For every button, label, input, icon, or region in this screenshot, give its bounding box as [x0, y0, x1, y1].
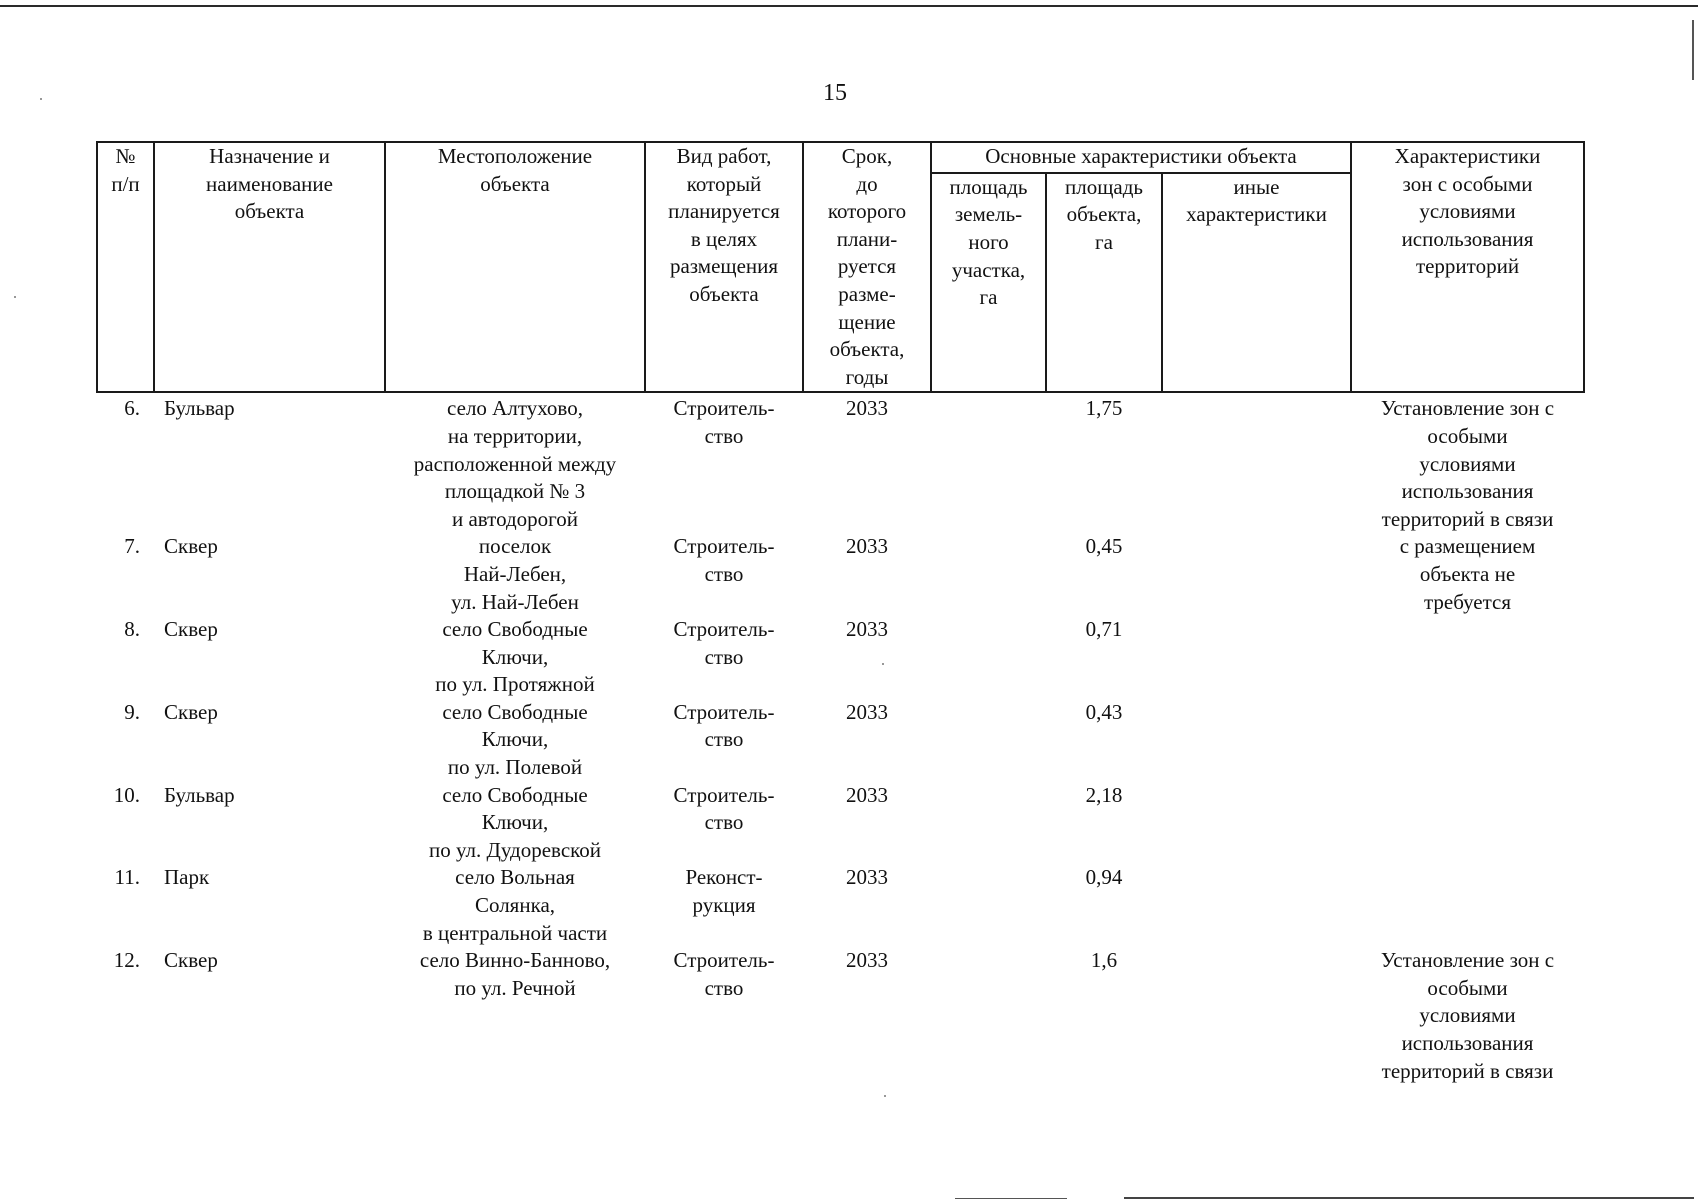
object-area: 1,75	[1085, 396, 1123, 421]
table-header	[97, 142, 1584, 392]
object-location: село Свободные Ключи, по ул. Полевой	[442, 699, 588, 780]
work-type: Строитель- ство	[673, 617, 775, 669]
table-row	[97, 392, 1584, 533]
object-location: село Винно-Банново, по ул. Речной	[419, 948, 611, 1000]
work-type: Строитель- ство	[673, 396, 775, 448]
object-name: Сквер	[164, 534, 218, 559]
scan-speck	[14, 296, 16, 298]
object-location: село Свободные Ключи, по ул. Протяжной	[435, 617, 595, 697]
object-location: село Вольная Солянка, в центральной части	[422, 865, 608, 945]
header-other-characteristics: иные характеристики	[1162, 173, 1351, 393]
work-type: Строитель- ство	[673, 534, 775, 586]
object-name: Сквер	[164, 617, 218, 642]
table-row	[97, 947, 1584, 1085]
header-object-area: площадь объекта, га	[1046, 173, 1162, 393]
object-name: Парк	[164, 865, 210, 890]
scan-edge-right	[1692, 20, 1694, 80]
land-area	[931, 533, 1046, 616]
deadline-year: 2033	[846, 396, 888, 421]
header-main-characteristics: Основные характеристики объекта	[931, 142, 1351, 173]
scan-edge-bottom	[955, 1198, 1067, 1199]
object-name: Бульвар	[164, 396, 235, 421]
other-characteristics	[1162, 699, 1351, 782]
row-number: 7.	[124, 534, 140, 559]
header-work-type: Вид работ, который планируется в целях размещения объекта	[645, 142, 803, 392]
other-characteristics	[1162, 947, 1351, 1085]
deadline-year: 2033	[846, 782, 888, 807]
other-characteristics	[1162, 392, 1351, 533]
object-name: Сквер	[164, 948, 218, 973]
row-number: 6.	[124, 396, 140, 421]
object-area: 1,6	[1090, 948, 1118, 973]
work-type: Строитель- ство	[673, 948, 775, 1000]
header-num: № п/п	[97, 142, 154, 392]
land-area	[931, 864, 1046, 947]
land-area	[931, 699, 1046, 782]
other-characteristics	[1162, 782, 1351, 865]
land-area	[931, 616, 1046, 699]
row-number: 10.	[113, 782, 140, 807]
deadline-year: 2033	[846, 948, 888, 973]
object-location: поселок Най-Лебен, ул. Най-Лебен	[451, 534, 579, 614]
zone-note: Установление зон с особыми условиями использования территорий в связи	[1380, 948, 1555, 1083]
other-characteristics	[1162, 533, 1351, 616]
header-deadline: Срок, до которого плани- руется разме- щение объекта, годы	[803, 142, 931, 392]
object-area: 0,43	[1085, 699, 1123, 724]
land-area	[931, 947, 1046, 1085]
object-name: Бульвар	[164, 782, 235, 807]
object-location: село Алтухово, на территории, расположенной между площадкой № 3 и автодорогой	[413, 396, 617, 531]
row-number: 8.	[124, 617, 140, 642]
object-area: 0,94	[1085, 865, 1123, 890]
row-number: 11.	[114, 865, 140, 890]
page-number: 15	[823, 80, 847, 106]
work-type: Строитель- ство	[673, 782, 775, 835]
work-type: Строитель- ство	[673, 699, 775, 752]
object-area: 0,71	[1085, 617, 1123, 642]
scan-speck	[884, 1095, 886, 1097]
object-location: село Свободные Ключи, по ул. Дудоревской	[428, 782, 602, 862]
objects-table	[96, 141, 1585, 1085]
table-body	[97, 392, 1584, 1085]
row-number: 9.	[124, 699, 140, 724]
header-land-area: площадь земель- ного участка, га	[931, 173, 1046, 393]
header-name: Назначение и наименование объекта	[154, 142, 385, 392]
object-area: 0,45	[1085, 534, 1123, 559]
object-area: 2,18	[1085, 782, 1123, 807]
zone-note: Установление зон с особыми условиями использования территорий в связи с размещением объекта не требуется	[1380, 396, 1555, 614]
row-number: 12.	[113, 948, 140, 973]
deadline-year: 2033	[846, 699, 888, 724]
scan-edge-top	[0, 5, 1698, 7]
header-location: Местоположение объекта	[385, 142, 645, 392]
header-zone-characteristics: Характеристики зон с особыми условиями использования территорий	[1351, 142, 1584, 392]
deadline-year: 2033	[846, 865, 888, 890]
object-name: Сквер	[164, 699, 218, 724]
other-characteristics	[1162, 616, 1351, 699]
land-area	[931, 392, 1046, 533]
land-area	[931, 782, 1046, 865]
other-characteristics	[1162, 864, 1351, 947]
work-type: Реконст- рукция	[685, 865, 763, 918]
scan-edge-bottom	[1124, 1197, 1694, 1199]
deadline-year: 2033	[846, 534, 888, 559]
deadline-year: 2033	[846, 617, 888, 642]
